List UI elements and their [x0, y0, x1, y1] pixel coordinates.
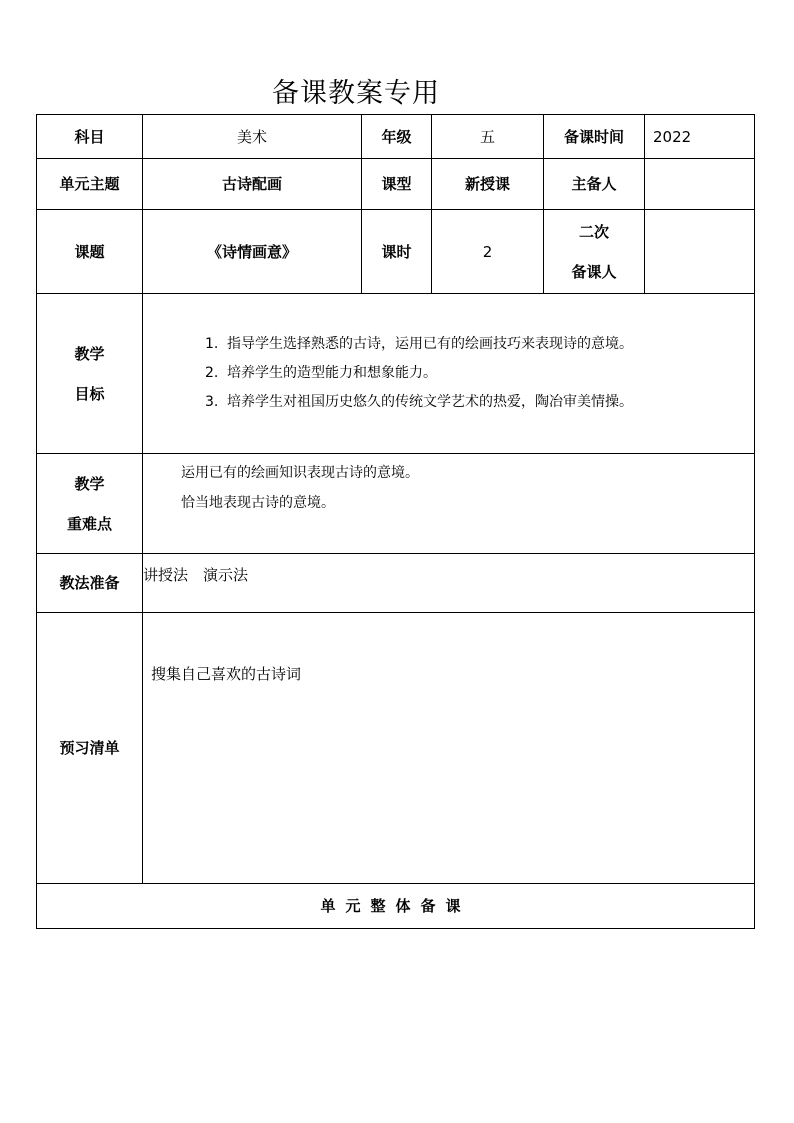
teaching-goals-label-line2: 目标 — [74, 384, 105, 403]
row-preview — [37, 613, 755, 884]
row-teaching-goals — [37, 294, 755, 454]
teaching-goals-content[interactable] — [143, 294, 755, 454]
teaching-goals-label — [37, 294, 143, 454]
second-preparer-value[interactable] — [645, 210, 755, 294]
lesson-type-label: 课型 — [362, 159, 432, 210]
grade-value[interactable]: 五 — [432, 115, 544, 159]
subject-value[interactable]: 美术 — [143, 115, 362, 159]
page-title: 备课教案专用 — [272, 78, 440, 109]
row-unit-theme — [37, 159, 755, 210]
list-item: 1. 指导学生选择熟悉的古诗，运用已有的绘画技巧来表现诗的意境。 — [205, 336, 633, 352]
row-unit-planning — [37, 884, 755, 929]
row-methods — [37, 554, 755, 613]
key-point-line: 运用已有的绘画知识表现古诗的意境。 — [181, 465, 419, 481]
topic-label: 课题 — [37, 210, 143, 294]
key-point-line: 恰当地表现古诗的意境。 — [181, 495, 335, 511]
list-item: 3. 培养学生对祖国历史悠久的传统文学艺术的热爱，陶冶审美情操。 — [205, 394, 633, 410]
lesson-type-value[interactable]: 新授课 — [432, 159, 544, 210]
key-points-label-line1: 教学 — [74, 474, 105, 493]
unit-planning-header: 单元整体备课 — [37, 884, 755, 929]
row-subject — [37, 115, 755, 159]
list-item: 2. 培养学生的造型能力和想象能力。 — [205, 365, 437, 381]
preview-value[interactable]: 搜集自己喜欢的古诗词 — [143, 613, 755, 884]
periods-value[interactable]: 2 — [432, 210, 544, 294]
unit-theme-label: 单元主题 — [37, 159, 143, 210]
main-preparer-label: 主备人 — [544, 159, 645, 210]
prep-time-label: 备课时间 — [544, 115, 645, 159]
second-preparer-label-line2: 备课人 — [571, 262, 617, 281]
key-points-label-line2: 重难点 — [66, 514, 112, 533]
second-preparer-label-line1: 二次 — [578, 222, 609, 241]
prep-time-value[interactable]: 2022 — [645, 115, 755, 159]
row-topic — [37, 210, 755, 294]
second-preparer-label — [544, 210, 645, 294]
key-points-label — [37, 454, 143, 554]
row-key-points — [37, 454, 755, 554]
teaching-goals-list — [143, 330, 754, 417]
unit-theme-value[interactable]: 古诗配画 — [143, 159, 362, 210]
preview-label: 预习清单 — [37, 613, 143, 884]
teaching-goals-label-line1: 教学 — [74, 344, 105, 363]
methods-label: 教法准备 — [37, 554, 143, 613]
methods-value[interactable]: 讲授法 演示法 — [143, 554, 755, 613]
topic-value[interactable]: 《诗情画意》 — [143, 210, 362, 294]
key-points-content[interactable] — [143, 454, 755, 554]
subject-label: 科目 — [37, 115, 143, 159]
lesson-plan-table — [36, 114, 755, 929]
grade-label: 年级 — [362, 115, 432, 159]
periods-label: 课时 — [362, 210, 432, 294]
main-preparer-value[interactable] — [645, 159, 755, 210]
